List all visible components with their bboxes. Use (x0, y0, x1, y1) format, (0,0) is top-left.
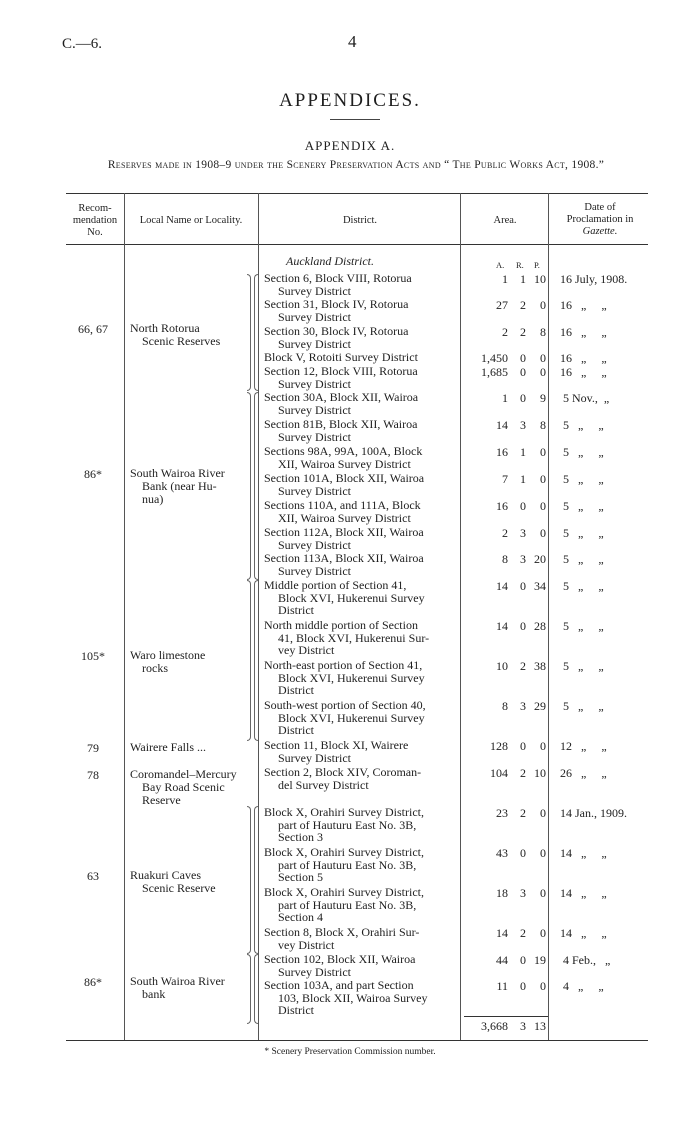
area-acres: 1 (502, 272, 508, 286)
area-roods: 0 (520, 979, 526, 993)
area-acres: 14 (496, 418, 508, 432)
area-roods: 0 (520, 953, 526, 967)
area-acres: 7 (502, 472, 508, 486)
area-roods: 0 (520, 391, 526, 405)
col-divider-2 (258, 193, 259, 1040)
area-roods: 2 (520, 766, 526, 780)
area-acres: 14 (496, 579, 508, 593)
area-roods: 3 (520, 526, 526, 540)
area-perches: 0 (540, 806, 546, 820)
table-bottom-rule (66, 1040, 648, 1041)
col-header-date: Date of Proclamation in Gazette. (566, 202, 634, 237)
area-acres: 14 (496, 619, 508, 633)
area-perches: 29 (534, 699, 546, 713)
area-roods: 2 (520, 325, 526, 339)
proclamation-date: 4 Feb., „ (560, 953, 611, 967)
area-acres: 128 (490, 739, 508, 753)
area-acres: 2 (502, 325, 508, 339)
district-cell: North-east portion of Section 41, Block XVI, Hukerenui Survey District (264, 658, 425, 698)
group-brace (254, 580, 258, 741)
header-bottom-rule (66, 244, 648, 245)
district-cell: Section 102, Block XII, Wairoa Survey District (264, 952, 416, 979)
proclamation-date: 14 „ „ (560, 886, 607, 900)
proclamation-date: 5 „ „ (560, 552, 604, 566)
area-unit-roods: R. (516, 260, 524, 270)
group-brace-right (247, 806, 251, 954)
area-perches: 10 (534, 272, 546, 286)
district-cell: Section 103A, and part Section 103, Block XII, Wairoa Survey District (264, 978, 428, 1018)
area-perches: 0 (540, 886, 546, 900)
proclamation-date: 4 „ „ (560, 979, 604, 993)
district-cell: Section 11, Block XI, Wairere Survey District (264, 738, 409, 765)
area-roods: 1 (520, 272, 526, 286)
recommendation-number: 86* (84, 975, 102, 989)
district-cell: Section 12, Block VIII, Rotorua Survey District (264, 364, 418, 391)
district-cell: Section 30A, Block XII, Wairoa Survey District (264, 390, 419, 417)
area-acres: 11 (496, 979, 508, 993)
group-brace-right (247, 274, 251, 391)
area-roods: 3 (520, 699, 526, 713)
recommendation-number: 66, 67 (78, 322, 108, 336)
area-acres: 27 (496, 298, 508, 312)
col-divider-1 (124, 193, 125, 1040)
area-perches: 19 (534, 953, 546, 967)
proclamation-date: 5 „ „ (560, 526, 604, 540)
area-roods: 0 (520, 365, 526, 379)
table-top-rule (66, 193, 648, 194)
proclamation-date: 26 „ „ (560, 766, 607, 780)
group-brace (254, 954, 258, 1024)
district-cell: Block X, Orahiri Survey District, part of Hauturu East No. 3B, Section 3 (264, 805, 424, 845)
area-perches: 0 (540, 445, 546, 459)
area-perches: 34 (534, 579, 546, 593)
proclamation-date: 12 „ „ (560, 739, 607, 753)
proclamation-date: 5 „ „ (560, 445, 604, 459)
district-cell: Section 31, Block IV, Rotorua Survey District (264, 297, 409, 324)
district-cell: Sections 98A, 99A, 100A, Block XII, Wairoa Survey District (264, 444, 423, 471)
group-brace-right (247, 954, 251, 1024)
area-perches: 10 (534, 766, 546, 780)
group-brace (254, 392, 258, 580)
district-cell: Section 101A, Block XII, Wairoa Survey District (264, 471, 425, 498)
recommendation-number: 105* (81, 649, 105, 663)
proclamation-date: 14 Jan., 1909. (560, 806, 627, 820)
proclamation-date: 16 „ „ (560, 298, 607, 312)
col-header-local: Local Name or Locality. (139, 215, 243, 226)
recommendation-number: 79 (87, 741, 99, 755)
col-divider-4 (548, 193, 549, 1040)
appendix-title: APPENDIX A. (304, 138, 396, 153)
area-roods: 1 (520, 472, 526, 486)
district-cell: Section 113A, Block XII, Wairoa Survey District (264, 551, 424, 578)
area-roods: 1 (520, 445, 526, 459)
proclamation-date: 16 July, 1908. (560, 272, 628, 286)
area-perches: 20 (534, 552, 546, 566)
area-perches: 0 (540, 472, 546, 486)
recommendation-number: 63 (87, 869, 99, 883)
district-cell: Sections 110A, and 111A, Block XII, Wairoa Survey District (264, 498, 421, 525)
proclamation-date: 14 „ „ (560, 926, 607, 940)
area-acres: 18 (496, 886, 508, 900)
locality-name: South Wairoa River bank (130, 974, 225, 1001)
area-perches: 0 (540, 499, 546, 513)
area-acres: 43 (496, 846, 508, 860)
proclamation-date: 5 Nov., „ (560, 391, 610, 405)
proclamation-date: 5 „ „ (560, 499, 604, 513)
area-perches: 0 (540, 926, 546, 940)
proclamation-date: 5 „ „ (560, 472, 604, 486)
area-acres: 8 (502, 699, 508, 713)
area-perches: 0 (540, 526, 546, 540)
proclamation-date: 5 „ „ (560, 619, 604, 633)
col-header-rec: Recom- mendation No. (72, 203, 118, 238)
district-cell: Section 2, Block XIV, Coroman- del Survey District (264, 765, 422, 792)
area-acres: 1 (502, 391, 508, 405)
area-roods: 0 (520, 619, 526, 633)
locality-name: North Rotorua Scenic Reserves (130, 321, 221, 348)
district-cell: Block X, Orahiri Survey District, part of Hauturu East No. 3B, Section 5 (264, 845, 424, 885)
area-roods: 0 (520, 499, 526, 513)
area-perches: 0 (540, 979, 546, 993)
district-cell: Block V, Rotoiti Survey District (264, 350, 418, 364)
area-unit-perches: P. (534, 260, 540, 270)
proclamation-date: 16 „ „ (560, 365, 607, 379)
table-caption: Reserves made in 1908–9 under the Scenery Preservation Acts and “ The Public Works Act, 1908.” (107, 159, 605, 171)
col-divider-3 (460, 193, 461, 1040)
area-perches: 9 (540, 391, 546, 405)
area-acres: 23 (496, 806, 508, 820)
locality-name: Waro limestone rocks (130, 648, 206, 675)
district-cell: Section 81B, Block XII, Wairoa Survey District (264, 417, 418, 444)
proclamation-date: 16 „ „ (560, 325, 607, 339)
district-heading: Auckland District. (286, 254, 374, 268)
area-acres: 14 (496, 926, 508, 940)
area-perches: 8 (540, 325, 546, 339)
area-acres: 16 (496, 445, 508, 459)
area-roods: 0 (520, 846, 526, 860)
proclamation-date: 5 „ „ (560, 418, 604, 432)
district-cell: Section 30, Block IV, Rotorua Survey District (264, 324, 409, 351)
area-roods: 2 (520, 806, 526, 820)
area-roods: 3 (520, 886, 526, 900)
area-perches: 0 (540, 298, 546, 312)
area-perches: 0 (540, 846, 546, 860)
locality-name: Ruakuri Caves Scenic Reserve (130, 868, 216, 895)
title-rule (330, 119, 380, 120)
area-acres: 44 (496, 953, 508, 967)
district-cell: Section 6, Block VIII, Rotorua Survey District (264, 271, 412, 298)
area-acres: 1,685 (481, 365, 508, 379)
area-acres: 2 (502, 526, 508, 540)
area-roods: 2 (520, 659, 526, 673)
area-perches: 28 (534, 619, 546, 633)
area-perches: 0 (540, 739, 546, 753)
page-title: APPENDICES. (279, 90, 421, 111)
area-acres: 104 (490, 766, 508, 780)
area-roods: 2 (520, 926, 526, 940)
area-roods: 3 (520, 418, 526, 432)
area-acres: 10 (496, 659, 508, 673)
area-roods: 3 (520, 552, 526, 566)
area-perches: 38 (534, 659, 546, 673)
area-roods: 2 (520, 298, 526, 312)
district-cell: South-west portion of Section 40, Block XVI, Hukerenui Survey District (264, 698, 426, 738)
district-cell: Section 8, Block X, Orahiri Sur- vey District (264, 925, 420, 952)
area-acres: 16 (496, 499, 508, 513)
area-unit-acres: A. (496, 260, 505, 270)
area-acres: 1,450 (481, 351, 508, 365)
district-cell: Middle portion of Section 41, Block XVI, Hukerenui Survey District (264, 578, 425, 618)
district-cell: North middle portion of Section 41, Block XVI, Hukerenui Sur- vey District (264, 618, 430, 658)
locality-name: Wairere Falls ... (130, 740, 207, 754)
group-brace (254, 274, 258, 391)
col-header-district: District. (342, 215, 378, 226)
locality-name: South Wairoa River Bank (near Hu- nua) (130, 466, 225, 506)
total-acres: 3,668 (481, 1019, 508, 1033)
area-roods: 0 (520, 351, 526, 365)
recommendation-number: 86* (84, 467, 102, 481)
proclamation-date: 5 „ „ (560, 659, 604, 673)
group-brace-right (247, 580, 251, 741)
total-roods: 3 (520, 1019, 526, 1033)
proclamation-date: 5 „ „ (560, 579, 604, 593)
footnote: * Scenery Preservation Commission number. (264, 1047, 436, 1057)
proclamation-date: 14 „ „ (560, 846, 607, 860)
running-head-ref: C.—6. (62, 36, 103, 52)
area-roods: 0 (520, 739, 526, 753)
col-header-area: Area. (493, 215, 517, 226)
area-perches: 0 (540, 365, 546, 379)
area-perches: 0 (540, 351, 546, 365)
group-brace-right (247, 392, 251, 580)
area-perches: 8 (540, 418, 546, 432)
recommendation-number: 78 (87, 768, 99, 782)
locality-name: Coromandel–Mercury Bay Road Scenic Reserve (130, 767, 237, 807)
area-roods: 0 (520, 579, 526, 593)
total-perches: 13 (534, 1019, 546, 1033)
group-brace (254, 806, 258, 954)
proclamation-date: 5 „ „ (560, 699, 604, 713)
proclamation-date: 16 „ „ (560, 351, 607, 365)
district-cell: Block X, Orahiri Survey District, part of Hauturu East No. 3B, Section 4 (264, 885, 424, 925)
district-cell: Section 112A, Block XII, Wairoa Survey District (264, 525, 424, 552)
area-acres: 8 (502, 552, 508, 566)
total-rule (464, 1016, 548, 1017)
page-number: 4 (348, 32, 357, 51)
